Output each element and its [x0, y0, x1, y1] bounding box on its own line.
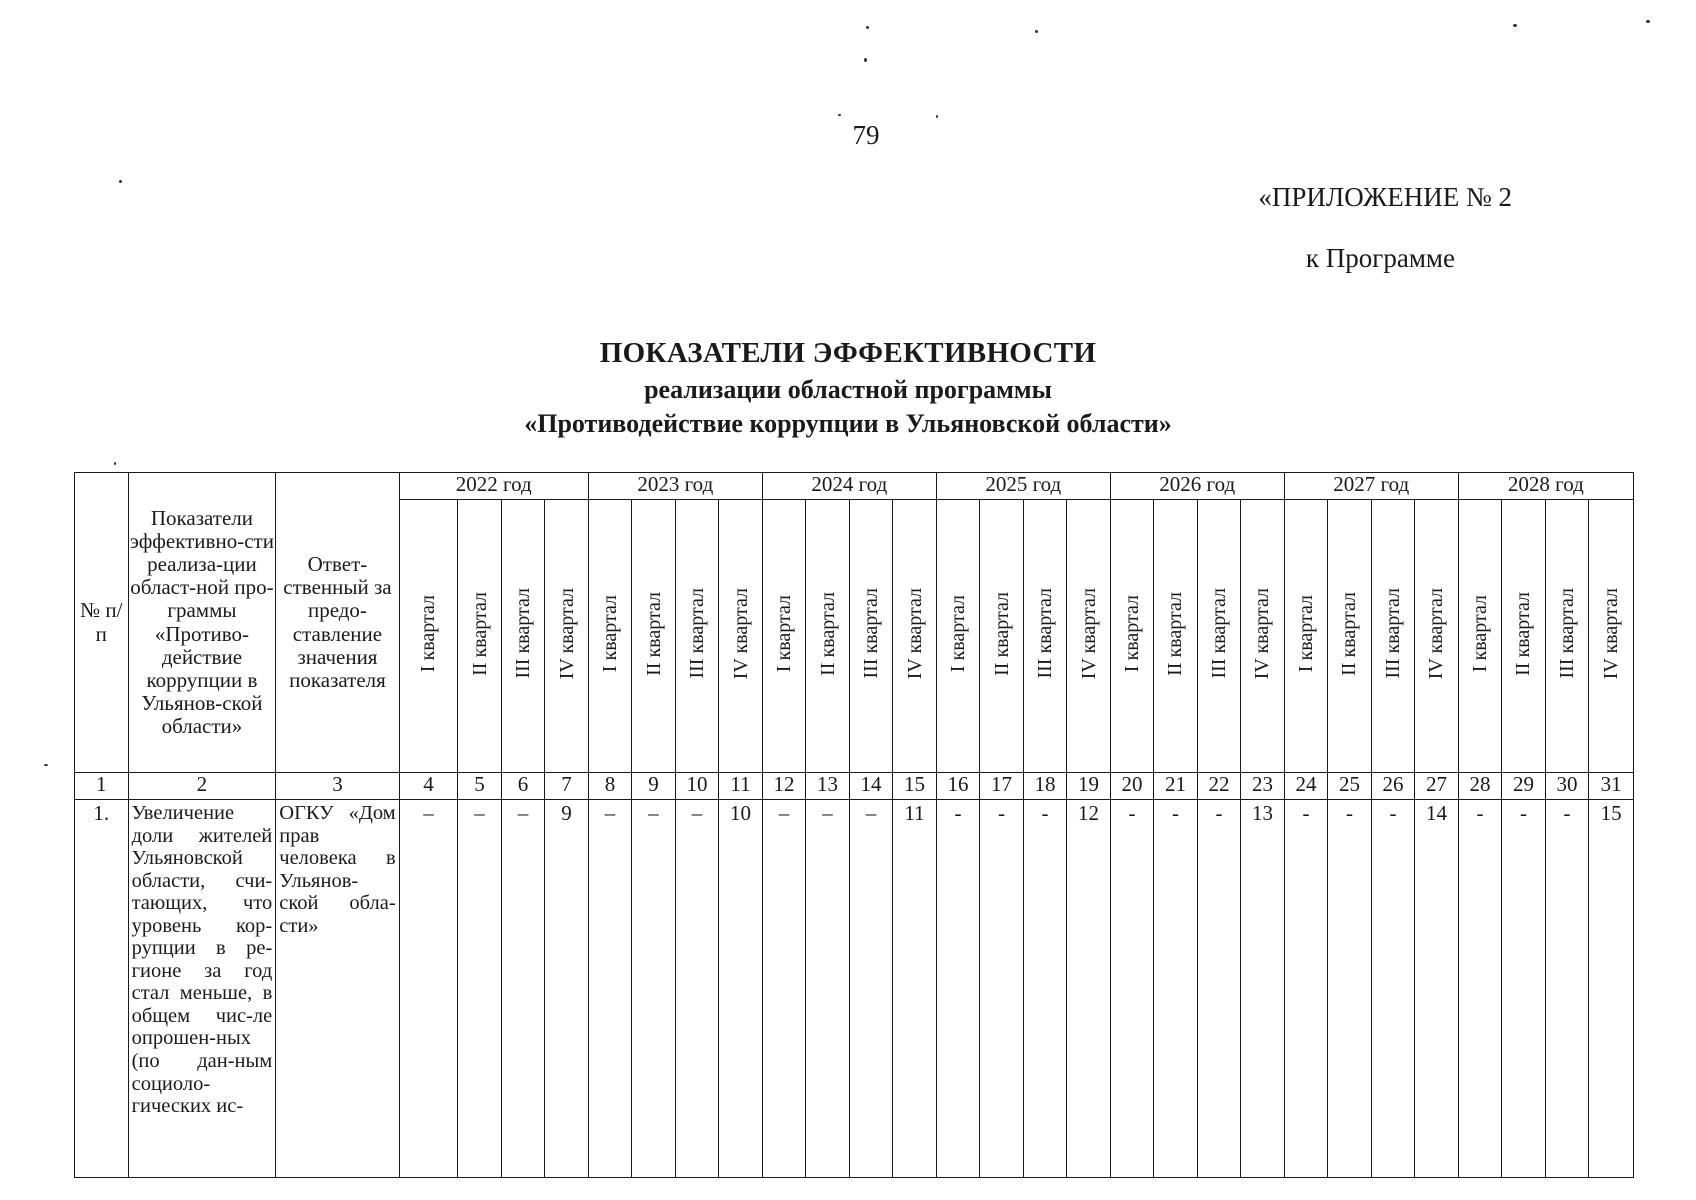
quarter-label: I квартал: [947, 594, 970, 673]
quarter-header: [1023, 500, 1066, 773]
quarter-header: [1241, 500, 1285, 773]
column-number: 4: [399, 773, 458, 800]
value-cell: 11: [893, 800, 937, 1178]
value-cell: -: [1458, 800, 1501, 1178]
quarter-header: [762, 500, 805, 773]
value-cell: -: [1284, 800, 1327, 1178]
appendix-subtitle: к Программе: [1305, 243, 1455, 273]
quarter-header: [545, 500, 589, 773]
value-cell: -: [1502, 800, 1545, 1178]
quarter-label: II квартал: [468, 591, 491, 676]
quarter-header: [1502, 500, 1545, 773]
value-cell: –: [675, 800, 718, 1178]
column-number: 31: [1589, 773, 1634, 800]
value-cell: -: [1110, 800, 1153, 1178]
value-cell: –: [399, 800, 458, 1178]
column-number: 1: [75, 773, 129, 800]
quarter-label: II квартал: [1164, 591, 1187, 676]
quarter-label: I квартал: [1294, 594, 1317, 673]
quarter-label: I квартал: [773, 594, 796, 673]
table-row: [75, 800, 1634, 1178]
column-number: 12: [762, 773, 805, 800]
program-name: «Противодействие коррупции в Ульяновской области»: [524, 409, 1172, 438]
scan-speck: [866, 26, 869, 29]
quarter-label: I квартал: [417, 594, 440, 673]
value-cell: -: [980, 800, 1023, 1178]
indicators-table: [74, 472, 1634, 1178]
column-number: 9: [632, 773, 675, 800]
responsible-text: ОГКУ «Дом прав человека в Ульянов-ской обла-сти»: [276, 800, 399, 1178]
quarter-label: III квартал: [512, 588, 535, 679]
year-2022: 2022 год: [399, 473, 588, 500]
year-2023: 2023 год: [588, 473, 762, 500]
quarter-label: II квартал: [642, 591, 665, 676]
quarter-label: I квартал: [1468, 594, 1491, 673]
scan-speck: [838, 114, 841, 116]
column-number: 11: [719, 773, 763, 800]
scan-speck: [114, 462, 116, 465]
header-number: № п/п: [75, 473, 129, 773]
year-2028: 2028 год: [1458, 473, 1633, 500]
quarter-header: [806, 500, 849, 773]
quarter-header: [1328, 500, 1371, 773]
quarter-label: IV квартал: [1251, 587, 1274, 680]
quarter-header: [458, 500, 501, 773]
column-number: 18: [1023, 773, 1066, 800]
quarter-header: [1284, 500, 1327, 773]
quarter-header: [675, 500, 718, 773]
column-number: 8: [588, 773, 631, 800]
page-number: 79: [852, 120, 880, 150]
column-number: 20: [1110, 773, 1153, 800]
quarter-header: [1458, 500, 1501, 773]
scan-speck: [864, 58, 867, 62]
document-title: ПОКАЗАТЕЛИ ЭФФЕКТИВНОСТИ: [599, 337, 1097, 369]
quarter-label: III квартал: [1033, 588, 1056, 679]
scan-speck: [1513, 24, 1517, 27]
value-cell: -: [1197, 800, 1240, 1178]
value-cell: -: [936, 800, 979, 1178]
column-number: 7: [545, 773, 589, 800]
quarter-label: IV квартал: [729, 587, 752, 680]
column-number: 25: [1328, 773, 1371, 800]
column-number: 19: [1067, 773, 1111, 800]
quarter-label: II квартал: [1512, 591, 1535, 676]
year-2027: 2027 год: [1284, 473, 1458, 500]
column-number: 17: [980, 773, 1023, 800]
quarter-label: I квартал: [1121, 594, 1143, 673]
quarter-header: [936, 500, 979, 773]
year-2025: 2025 год: [936, 473, 1110, 500]
column-number: 10: [675, 773, 718, 800]
column-numbers-row: [75, 773, 1634, 800]
column-number: 15: [893, 773, 937, 800]
value-cell: -: [1328, 800, 1371, 1178]
quarter-header: [1415, 500, 1459, 773]
value-cell: –: [849, 800, 892, 1178]
quarter-header: [1545, 500, 1588, 773]
header-years-row: [75, 473, 1634, 500]
column-number: 27: [1415, 773, 1459, 800]
value-cell: -: [1371, 800, 1414, 1178]
column-number: 3: [276, 773, 399, 800]
quarter-header: [849, 500, 892, 773]
value-cell: 15: [1589, 800, 1634, 1178]
quarter-label: I квартал: [599, 594, 622, 673]
quarter-label: III квартал: [686, 588, 709, 679]
quarter-header: [1589, 500, 1634, 773]
quarter-header: [588, 500, 631, 773]
quarter-label: III квартал: [1381, 588, 1404, 679]
value-cell: -: [1545, 800, 1588, 1178]
year-2026: 2026 год: [1110, 473, 1284, 500]
quarter-label: IV квартал: [555, 587, 578, 680]
row-number: 1.: [75, 800, 129, 1178]
value-cell: –: [588, 800, 631, 1178]
column-number: 22: [1197, 773, 1240, 800]
scan-speck: [936, 115, 938, 118]
scan-speck: [1035, 30, 1038, 33]
scan-speck: [1646, 20, 1650, 23]
scan-speck: [119, 180, 122, 183]
quarter-label: IV квартал: [1425, 587, 1448, 680]
value-cell: -: [1023, 800, 1066, 1178]
column-number: 26: [1371, 773, 1414, 800]
value-cell: -: [1154, 800, 1197, 1178]
value-cell: –: [632, 800, 675, 1178]
value-cell: –: [762, 800, 805, 1178]
value-cell: 10: [719, 800, 763, 1178]
year-2024: 2024 год: [762, 473, 936, 500]
value-cell: –: [501, 800, 544, 1178]
document-subtitle: реализации областной программы: [644, 375, 1052, 404]
column-number: 28: [1458, 773, 1501, 800]
quarter-label: IV квартал: [1600, 587, 1623, 680]
quarter-header: [632, 500, 675, 773]
indicator-text: Увеличение доли жителей Ульяновской области, счи-тающих, что уровень кор-рупции в ре-гионе за год стал меньше, в общем чис-ле опрошен-ных (по дан-ным социоло-гических ис-: [128, 800, 276, 1178]
value-cell: –: [458, 800, 501, 1178]
quarter-header: [1067, 500, 1111, 773]
quarter-header: [1371, 500, 1414, 773]
quarter-header: [1154, 500, 1197, 773]
column-number: 24: [1284, 773, 1327, 800]
quarter-header: [1197, 500, 1240, 773]
value-cell: 13: [1241, 800, 1285, 1178]
scan-speck: [44, 764, 48, 766]
column-number: 5: [458, 773, 501, 800]
quarter-header: [1110, 500, 1153, 773]
column-number: 14: [849, 773, 892, 800]
column-number: 21: [1154, 773, 1197, 800]
quarter-header: [719, 500, 763, 773]
appendix-title: «ПРИЛОЖЕНИЕ № 2: [1258, 182, 1512, 212]
header-responsible: Ответ-ственный за предо-ставление значения показателя: [276, 473, 399, 773]
quarter-label: II квартал: [990, 591, 1013, 676]
quarter-header: [893, 500, 937, 773]
column-number: 13: [806, 773, 849, 800]
value-cell: 14: [1415, 800, 1459, 1178]
quarter-header: [399, 500, 458, 773]
quarter-label: IV квартал: [903, 587, 926, 680]
column-number: 30: [1545, 773, 1588, 800]
value-cell: –: [806, 800, 849, 1178]
quarter-label: III квартал: [1555, 588, 1578, 679]
quarter-header: [501, 500, 544, 773]
quarter-label: III квартал: [1207, 588, 1230, 679]
column-number: 29: [1502, 773, 1545, 800]
value-cell: 12: [1067, 800, 1111, 1178]
column-number: 16: [936, 773, 979, 800]
column-number: 2: [128, 773, 276, 800]
quarter-label: II квартал: [1338, 591, 1361, 676]
column-number: 6: [501, 773, 544, 800]
column-number: 23: [1241, 773, 1285, 800]
quarter-label: IV квартал: [1077, 587, 1100, 680]
value-cell: 9: [545, 800, 589, 1178]
quarter-header: [980, 500, 1023, 773]
quarter-label: III квартал: [860, 588, 882, 679]
quarter-label: II квартал: [816, 591, 839, 676]
header-indicator: Показатели эффективно-сти реализа-ции област-ной про-граммы «Противо-действие коррупции в Ульянов-ской области»: [128, 473, 276, 773]
